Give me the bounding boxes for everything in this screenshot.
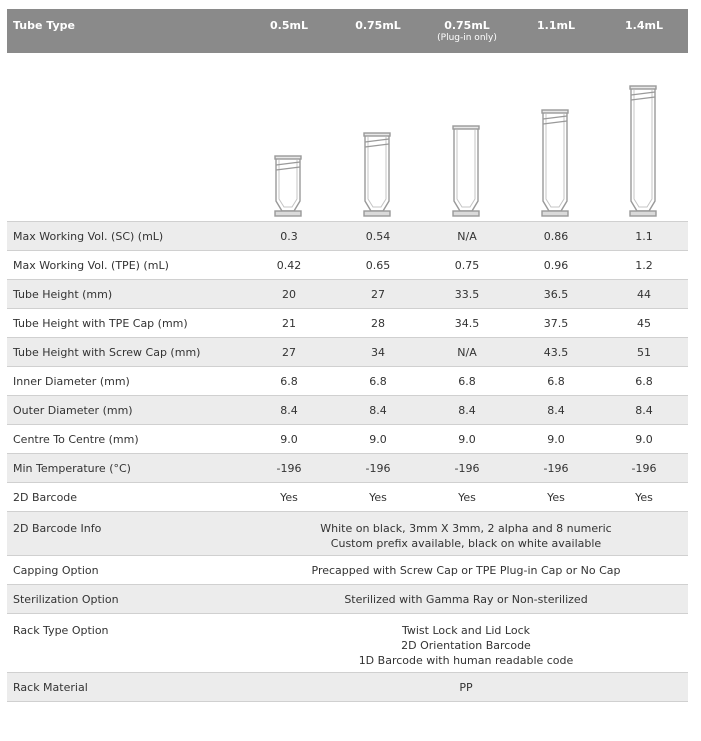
cell-value: 9.0 <box>244 425 334 454</box>
row-label: Tube Height with TPE Cap (mm) <box>7 309 244 338</box>
spec-row-min-temperature <box>7 454 688 483</box>
cell-value: 33.5 <box>422 280 512 309</box>
cell-value: 0.42 <box>244 251 334 280</box>
row-label: Rack Material <box>7 673 244 702</box>
cell-value: 0.54 <box>334 222 422 251</box>
cell-value: -196 <box>244 454 334 483</box>
cell-value: 6.8 <box>244 367 334 396</box>
cell-value: 1.1 <box>600 222 688 251</box>
cell-value: 9.0 <box>422 425 512 454</box>
table-header-row <box>7 9 688 53</box>
cell-value: 6.8 <box>334 367 422 396</box>
cell-value: 27 <box>244 338 334 367</box>
spec-row-rack-material <box>7 673 688 702</box>
spec-row-outer-diameter <box>7 396 688 425</box>
column-header-0-75ml: 0.75mL <box>334 9 422 53</box>
cell-value: -196 <box>512 454 600 483</box>
spec-row-tube-height-tpe-cap <box>7 309 688 338</box>
cell-value: 28 <box>334 309 422 338</box>
cell-value: 8.4 <box>334 396 422 425</box>
column-header-0-75ml-plugin: 0.75mL (Plug-in only) <box>422 9 512 53</box>
column-header-0-5ml: 0.5mL <box>244 9 334 53</box>
row-label: Max Working Vol. (TPE) (mL) <box>7 251 244 280</box>
row-label: Outer Diameter (mm) <box>7 396 244 425</box>
cell-value: 0.65 <box>334 251 422 280</box>
spec-row-sterilization-option <box>7 585 688 614</box>
spec-row-rack-type-option <box>7 614 688 673</box>
merged-cell-value: Sterilized with Gamma Ray or Non-sterilized <box>244 585 688 614</box>
cell-value: 45 <box>600 309 688 338</box>
cell-value: 8.4 <box>512 396 600 425</box>
row-label: Tube Height (mm) <box>7 280 244 309</box>
spec-table-container <box>7 9 688 702</box>
cell-value: N/A <box>422 338 512 367</box>
cell-value: 9.0 <box>512 425 600 454</box>
row-label: Centre To Centre (mm) <box>7 425 244 454</box>
cell-value: 9.0 <box>600 425 688 454</box>
merged-cell-value: Precapped with Screw Cap or TPE Plug-in Cap or No Cap <box>244 556 688 585</box>
row-label: Inner Diameter (mm) <box>7 367 244 396</box>
text-line: Custom prefix available, black on white available <box>330 537 602 550</box>
cell-value: 6.8 <box>600 367 688 396</box>
cell-value: 0.96 <box>512 251 600 280</box>
tube-1-4ml-icon <box>624 81 664 221</box>
spec-row-tube-height <box>7 280 688 309</box>
tube-image-cell <box>512 53 600 222</box>
tube-image-cell <box>422 53 512 222</box>
cell-value: N/A <box>422 222 512 251</box>
text-line: Twist Lock and Lid Lock <box>401 624 530 637</box>
spec-row-2d-barcode <box>7 483 688 512</box>
row-label: 2D Barcode Info <box>7 512 244 556</box>
row-label: Tube Height with Screw Cap (mm) <box>7 338 244 367</box>
cell-value: 6.8 <box>512 367 600 396</box>
text-line: 1D Barcode with human readable code <box>358 654 574 667</box>
cell-value: -196 <box>334 454 422 483</box>
cell-value: Yes <box>600 483 688 512</box>
cell-value: 34 <box>334 338 422 367</box>
spec-row-tube-height-screw-cap <box>7 338 688 367</box>
tube-image-cell <box>600 53 688 222</box>
column-header-1-1ml: 1.1mL <box>512 9 600 53</box>
tube-1-1ml-icon <box>536 105 576 221</box>
column-header-1-4ml: 1.4mL <box>600 9 688 53</box>
spec-row-capping-option <box>7 556 688 585</box>
cell-value: 43.5 <box>512 338 600 367</box>
row-label: 2D Barcode <box>7 483 244 512</box>
row-label: Min Temperature (°C) <box>7 454 244 483</box>
merged-cell-value: PP <box>244 673 688 702</box>
cell-value: 8.4 <box>422 396 512 425</box>
cell-value: 44 <box>600 280 688 309</box>
tube-image-cell <box>244 53 334 222</box>
cell-value: 8.4 <box>244 396 334 425</box>
cell-value: 51 <box>600 338 688 367</box>
plugin-only-note: (Plug-in only) <box>437 33 497 43</box>
cell-value: 0.3 <box>244 222 334 251</box>
spec-row-centre-to-centre <box>7 425 688 454</box>
cell-value: 9.0 <box>334 425 422 454</box>
cell-value: 8.4 <box>600 396 688 425</box>
tube-0-5ml-icon <box>269 151 309 221</box>
cell-value: Yes <box>244 483 334 512</box>
cell-value: -196 <box>422 454 512 483</box>
spec-row-2d-barcode-info <box>7 512 688 556</box>
image-row-label <box>7 53 244 222</box>
cell-value: 34.5 <box>422 309 512 338</box>
cell-value: Yes <box>334 483 422 512</box>
spec-row-max-working-vol-sc <box>7 222 688 251</box>
cell-value: 0.86 <box>512 222 600 251</box>
merged-cell-value <box>244 512 688 556</box>
merged-cell-value <box>244 614 688 673</box>
cell-value: 0.75 <box>422 251 512 280</box>
row-label: Capping Option <box>7 556 244 585</box>
cell-value: Yes <box>422 483 512 512</box>
cell-value: 1.2 <box>600 251 688 280</box>
tube-type-header: Tube Type <box>7 9 244 53</box>
tube-0-75ml-icon <box>358 128 398 221</box>
cell-value: 21 <box>244 309 334 338</box>
row-label: Rack Type Option <box>7 614 244 673</box>
row-label: Sterilization Option <box>7 585 244 614</box>
cell-value: Yes <box>512 483 600 512</box>
text-line: 2D Orientation Barcode <box>401 639 531 652</box>
cell-value: 6.8 <box>422 367 512 396</box>
cell-value: 27 <box>334 280 422 309</box>
cell-value: 37.5 <box>512 309 600 338</box>
row-label: Max Working Vol. (SC) (mL) <box>7 222 244 251</box>
tube-0-75ml-plugin-icon <box>447 121 487 221</box>
text-line: White on black, 3mm X 3mm, 2 alpha and 8 numeric <box>320 522 612 535</box>
spec-row-inner-diameter <box>7 367 688 396</box>
tube-image-cell <box>334 53 422 222</box>
cell-value: -196 <box>600 454 688 483</box>
spec-row-max-working-vol-tpe <box>7 251 688 280</box>
tube-spec-table <box>7 9 688 702</box>
cell-value: 20 <box>244 280 334 309</box>
tube-image-row <box>7 53 688 222</box>
cell-value: 36.5 <box>512 280 600 309</box>
